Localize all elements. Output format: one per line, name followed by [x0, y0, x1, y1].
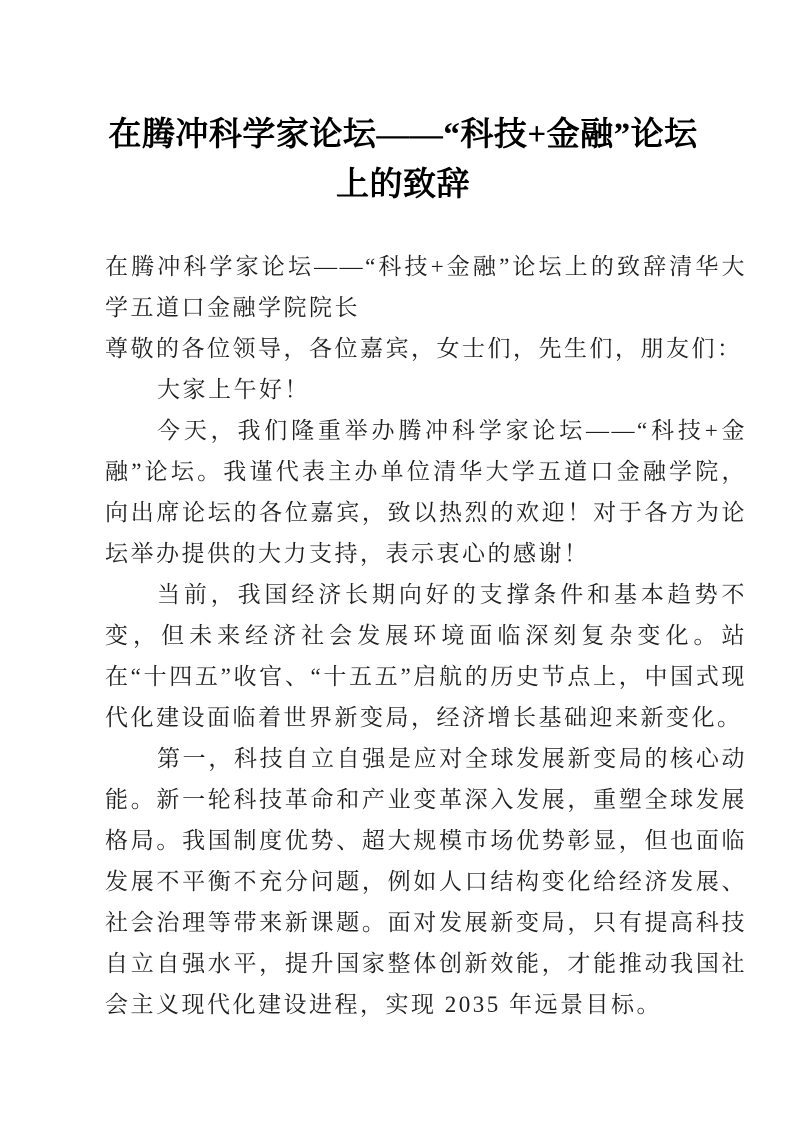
paragraph-greeting: 大家上午好！ — [157, 377, 310, 402]
paragraph-opening-welcome: 今天，我们隆重举办腾冲科学家论坛——“科技+金融”论坛。我谨代表主办单位清华大学五道口金融学院，向出席论坛的各位嘉宾，致以热烈的欢迎！对于各方为论坛举办提供的大力支持，表示衷心的感谢！ — [105, 418, 747, 566]
document-body — [105, 246, 747, 1025]
document-title — [88, 110, 718, 210]
paragraph-salutation: 尊敬的各位领导，各位嘉宾，女士们，先生们，朋友们： — [105, 336, 743, 361]
paragraph-current-situation: 当前，我国经济长期向好的支撑条件和基本趋势不变，但未来经济社会发展环境面临深刻复杂变化。站在“十四五”收官、“十五五”启航的历史节点上，中国式现代化建设面临着世界新变局，经济增长基础迎来新变化。 — [105, 582, 747, 730]
paragraph-point-one: 第一，科技自立自强是应对全球发展新变局的核心动能。新一轮科技革命和产业变革深入发展，重塑全球发展格局。我国制度优势、超大规模市场优势彰显，但也面临发展不平衡不充分问题，例如人口结构变化给经济发展、社会治理等带来新课题。面对发展新变局，只有提高科技自立自强水平，提升国家整体创新效能，才能推动我国社会主义现代化建设进程，实现 2035 年远景目标。 — [105, 746, 747, 1017]
paragraph-byline: 在腾冲科学家论坛——“科技+金融”论坛上的致辞清华大学五道口金融学院院长 — [105, 254, 747, 320]
title-line-2: 上的致辞 — [336, 167, 470, 203]
title-line-1: 在腾冲科学家论坛——“科技+金融”论坛 — [108, 117, 698, 153]
